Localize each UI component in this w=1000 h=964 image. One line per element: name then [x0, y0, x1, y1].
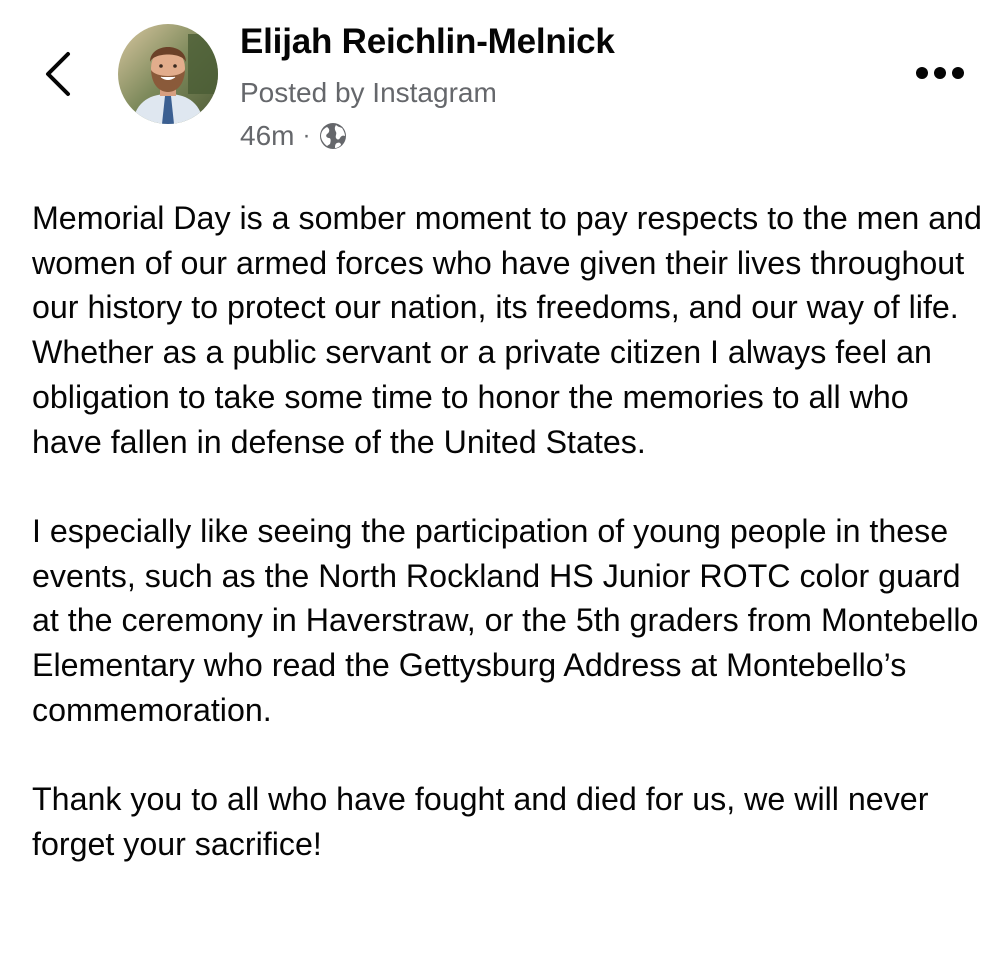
back-button[interactable]	[38, 50, 78, 98]
post-body	[32, 196, 987, 867]
post-paragraph: Thank you to all who have fought and died for us, we will never forget your sacrifice!	[32, 781, 929, 862]
avatar[interactable]	[118, 24, 218, 124]
posted-by-label: Posted by Instagram	[240, 77, 497, 108]
post-paragraph: I especially like seeing the participation of young people in these events, such as the North Rockland HS Junior ROTC color guard at the ceremony in Haverstraw, or the 5th graders from Montebello Elementary who read the Gettysburg Address at Montebello’s commemoration.	[32, 512, 979, 728]
post-meta	[240, 118, 348, 154]
more-horizontal-icon	[912, 58, 968, 88]
more-options-button[interactable]	[912, 58, 968, 88]
timestamp[interactable]: 46m	[240, 120, 295, 151]
chevron-left-icon	[38, 50, 78, 98]
globe-icon[interactable]	[318, 121, 348, 151]
profile-photo	[118, 24, 218, 124]
post-paragraph: Memorial Day is a somber moment to pay respects to the men and women of our armed forces who have given their lives throughout our history to protect our nation, its freedoms, and our way of life. Whether as a public servant or a private citizen I always feel an obligation to take some time to honor the memories to all who have fallen in defense of the United States.	[32, 200, 982, 460]
author-name[interactable]: Elijah Reichlin-Melnick	[240, 22, 615, 61]
meta-separator: ·	[302, 122, 311, 149]
